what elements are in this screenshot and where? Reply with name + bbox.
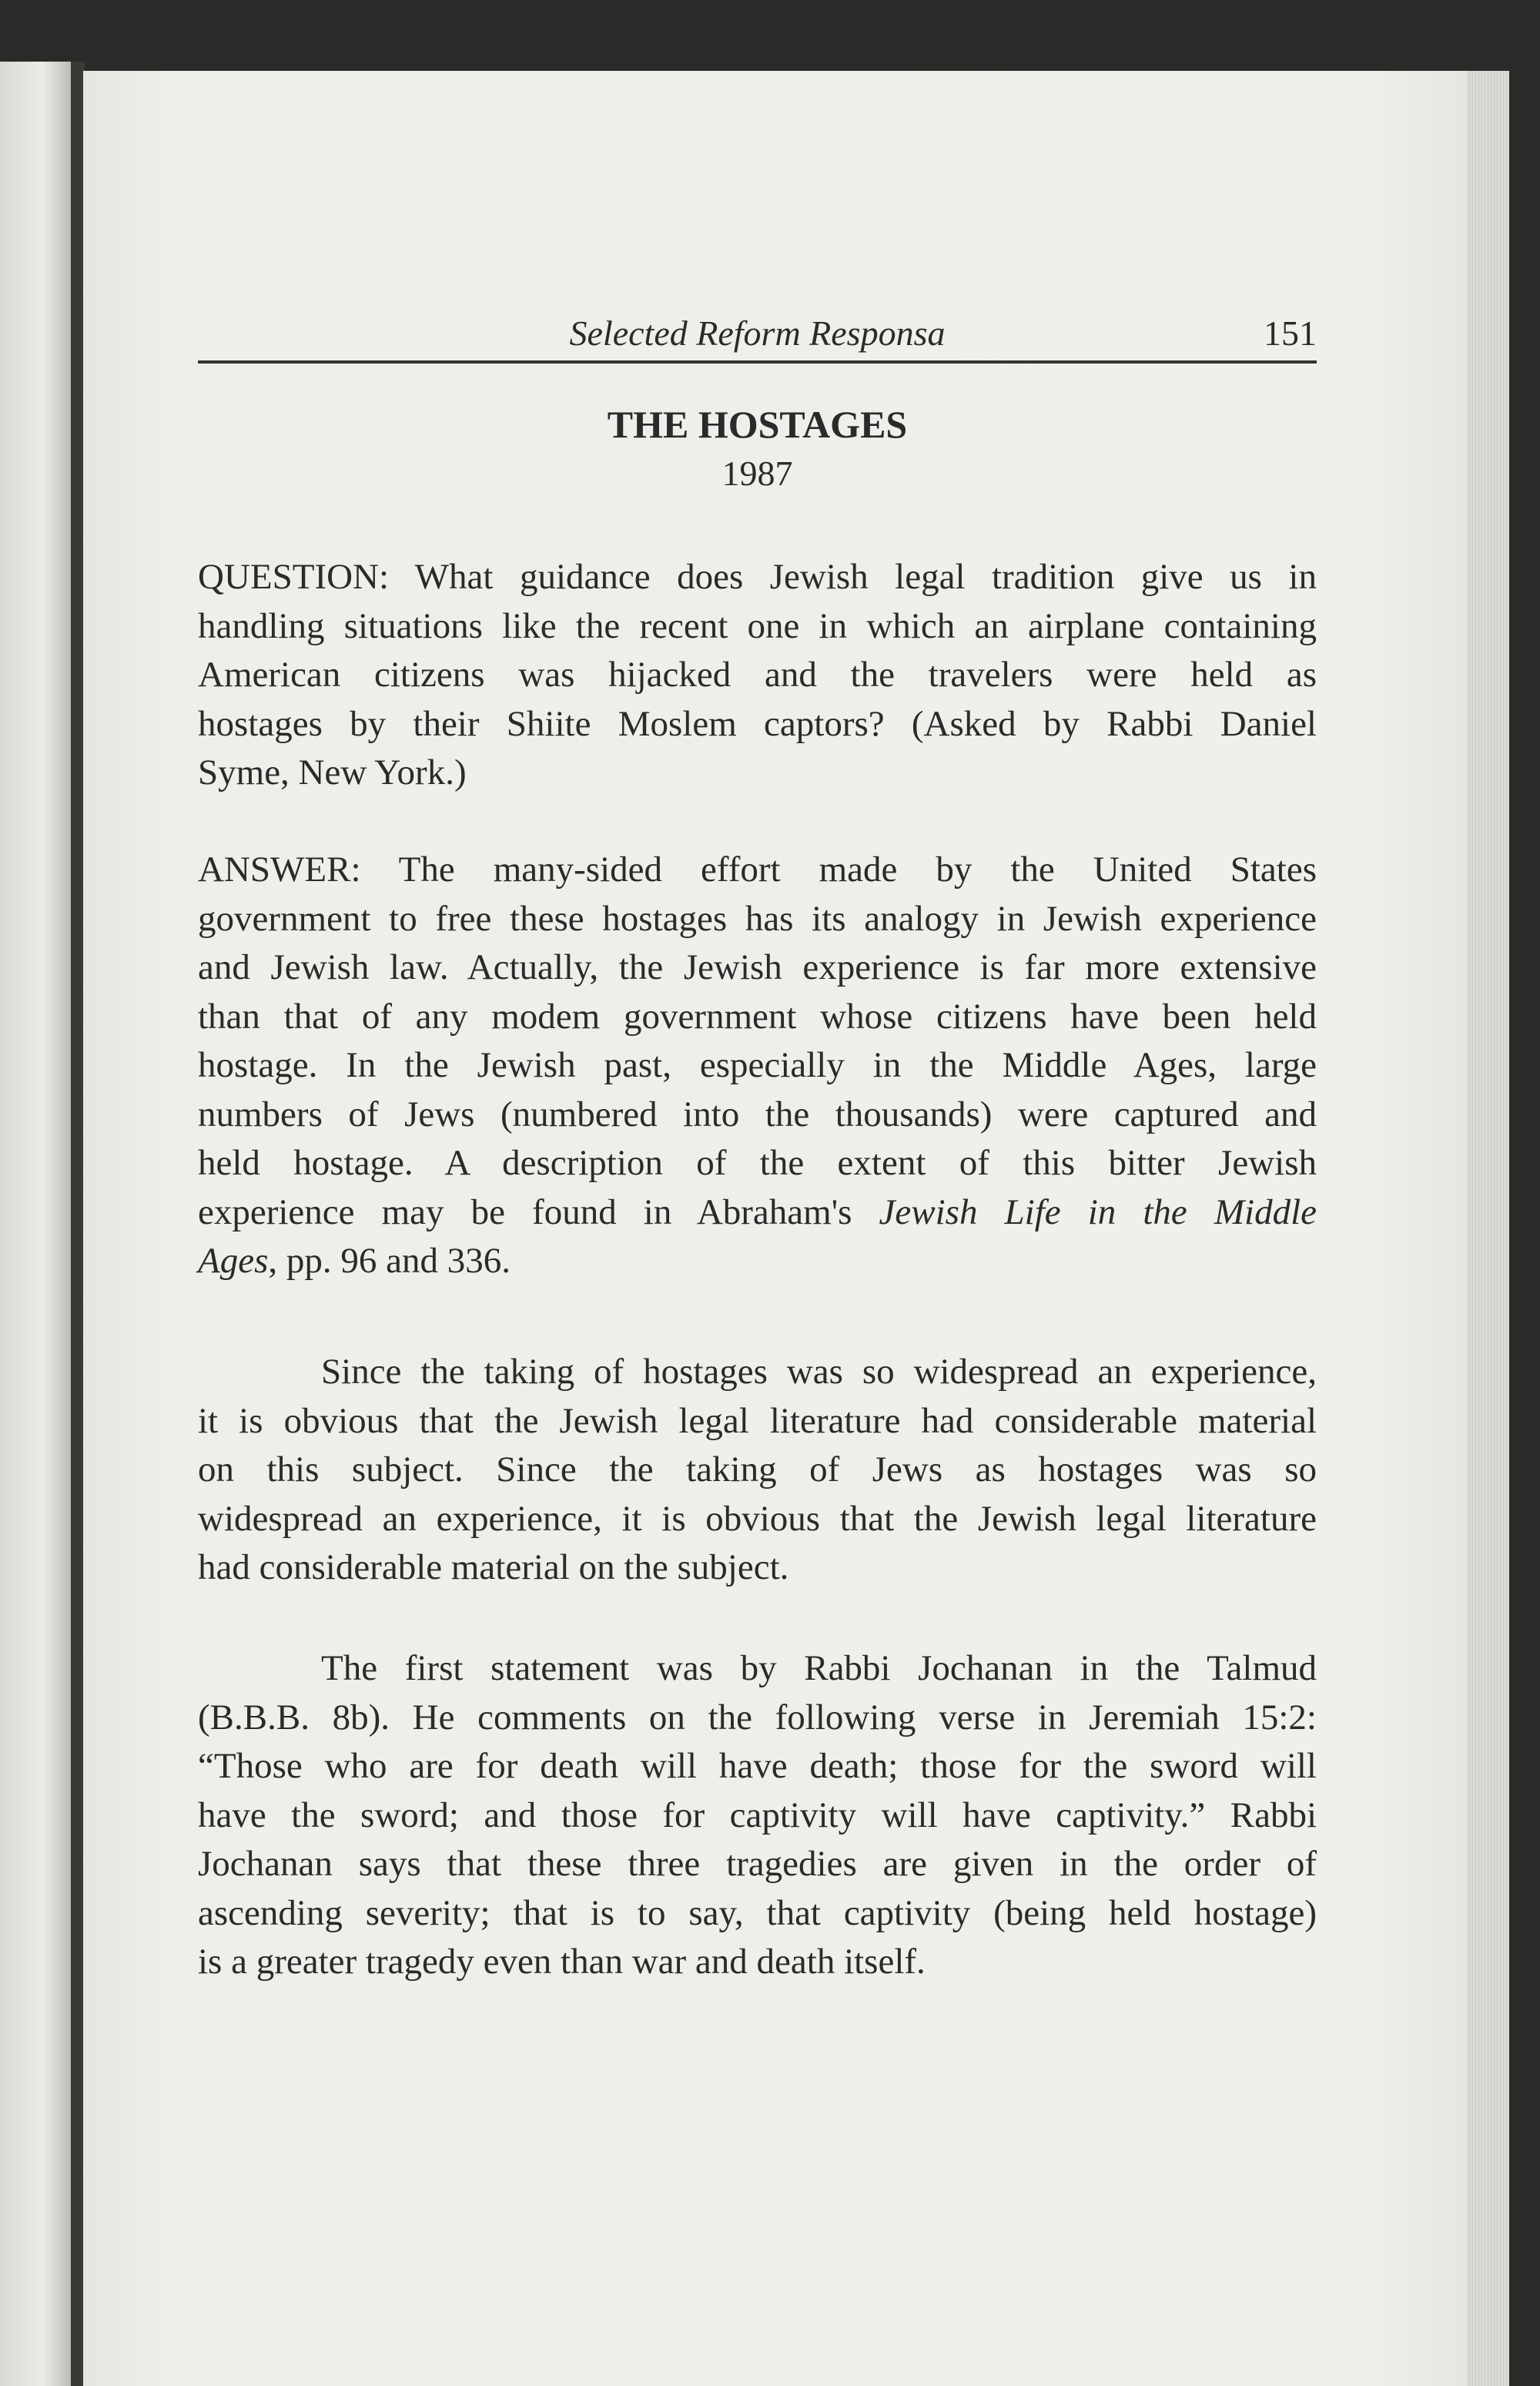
text-line: “Those who are for death will have death; those for the sword will — [198, 1746, 1317, 1786]
left-page-edge — [0, 62, 71, 2386]
text-line: American citizens was hijacked and the travelers were held as — [198, 655, 1317, 695]
text-line: ascending severity; that is to say, that captivity (being held hostage) — [198, 1892, 1317, 1933]
answer-paragraph — [198, 846, 1317, 1286]
chapter-year: 1987 — [721, 454, 793, 493]
paragraph-2 — [198, 1348, 1317, 1593]
text-line: held hostage. A description of the extent of this bitter Jewish — [198, 1143, 1317, 1183]
chapter-title: THE HOSTAGES — [607, 403, 908, 446]
text-line: numbers of Jews (numbered into the thousands) were captured and — [198, 1094, 1317, 1134]
text-line — [198, 1188, 1317, 1238]
text-line: hostage. In the Jewish past, especially in the Middle Ages, large — [198, 1045, 1317, 1085]
text-line: (B.B.B. 8b). He comments on the following verse in Jeremiah 15:2: — [198, 1697, 1317, 1738]
text-line: on this subject. Since the taking of Jews as hostages was so — [198, 1449, 1317, 1490]
text-line: had considerable material on the subject. — [198, 1547, 789, 1587]
text-line: ANSWER: The many-sided effort made by the United States — [198, 850, 1317, 890]
text-line: The first statement was by Rabbi Jochanan in the Talmud — [321, 1648, 1317, 1688]
text-line: Since the taking of hostages was so widespread an experience, — [321, 1352, 1317, 1392]
text-line: is a greater tragedy even than war and death itself. — [198, 1942, 926, 1982]
text: , pp. 96 and 336. — [268, 1241, 511, 1281]
book-title: Ages — [198, 1241, 269, 1281]
text-line: it is obvious that the Jewish legal literature had considerable material — [198, 1400, 1317, 1441]
text-line: handling situations like the recent one in which an airplane containing — [198, 605, 1317, 646]
text: experience may be found in Abraham's — [198, 1191, 879, 1232]
text-line: government to free these hostages has its analogy in Jewish experience — [198, 898, 1317, 939]
text-line: QUESTION: What guidance does Jewish legal tradition give us in — [198, 557, 1317, 597]
text-line: hostages by their Shiite Moslem captors? (Asked by Rabbi Daniel — [198, 703, 1317, 744]
text-line: have the sword; and those for captivity will have captivity.” Rabbi — [198, 1795, 1317, 1835]
book-title: Jewish Life in the Middle — [879, 1191, 1317, 1232]
text-line: widespread an experience, it is obvious that the Jewish legal literature — [198, 1498, 1317, 1539]
text-line — [198, 1237, 1317, 1286]
paragraph-3 — [198, 1644, 1317, 1987]
text-line: Syme, New York.) — [198, 752, 467, 793]
page-number: 151 — [1264, 313, 1317, 353]
running-title: Selected Reform Responsa — [569, 313, 946, 353]
text-line: and Jewish law. Actually, the Jewish experience is far more extensive — [198, 947, 1317, 987]
text-line: than that of any modem government whose citizens have been held — [198, 996, 1317, 1037]
question-paragraph — [198, 553, 1317, 798]
running-header — [198, 307, 1317, 364]
page-stack-edge — [1467, 71, 1509, 2386]
text-line: Jochanan says that these three tragedies are given in the order of — [198, 1844, 1317, 1884]
